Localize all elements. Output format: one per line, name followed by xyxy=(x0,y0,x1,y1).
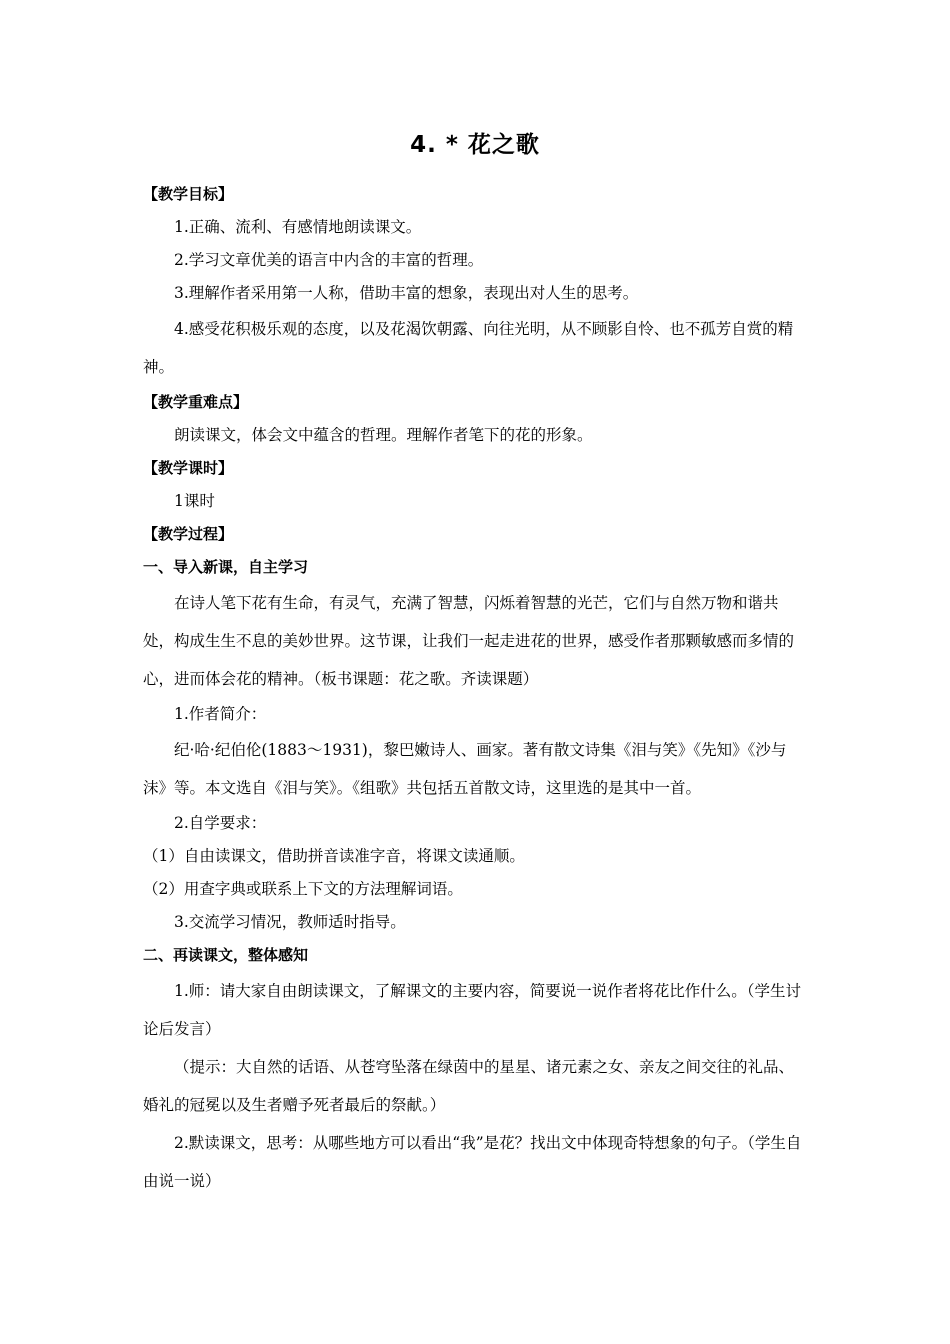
self-study-item: （2）用查字典或联系上下文的方法理解词语。 xyxy=(143,880,463,898)
objective-item: 1.正确、流利、有感情地朗读课文。 xyxy=(174,218,422,236)
part1-heading: 一、导入新课，自主学习 xyxy=(143,558,309,576)
objective-item: 4.感受花积极乐观的态度，以及花渴饮朝露、向往光明，从不顾影自怜、也不孤芳自赏的精神。 xyxy=(143,320,794,376)
part2-question-1: 1.师：请大家自由朗读课文，了解课文的主要内容，简要说一说作者将花比作什么。（学生讨论后发言） xyxy=(143,982,802,1038)
objective-item: 2.学习文章优美的语言中内含的丰富的哲理。 xyxy=(174,251,484,269)
part2-hint: （提示：大自然的话语、从苍穹坠落在绿茵中的星星、诸元素之女、亲友之间交往的礼品、婚礼的冠冕以及生者赠予死者最后的祭献。） xyxy=(143,1058,795,1114)
document-body xyxy=(143,178,809,1200)
self-study-label: 2.自学要求： xyxy=(174,814,267,832)
self-study-item: （1）自由读课文，借助拼音读准字音，将课文读通顺。 xyxy=(143,847,525,865)
objective-item: 3.理解作者采用第一人称，借助丰富的想象，表现出对人生的思考。 xyxy=(174,284,639,302)
author-label: 1.作者简介： xyxy=(174,705,267,723)
page-title: 4. * 花之歌 xyxy=(410,132,540,158)
exchange-text: 3.交流学习情况，教师适时指导。 xyxy=(174,913,406,931)
part2-heading: 二、再读课文，整体感知 xyxy=(143,946,309,964)
class-hours-text: 1课时 xyxy=(174,492,215,510)
key-points-text: 朗读课文，体会文中蕴含的哲理。理解作者笔下的花的形象。 xyxy=(174,426,593,444)
part1-intro: 在诗人笔下花有生命，有灵气，充满了智慧，闪烁着智慧的光芒，它们与自然万物和谐共处，构成生生不息的美妙世界。这节课，让我们一起走进花的世界，感受作者那颗敏感而多情的心，进而体会花的精神。（板书课题：花之歌。齐读课题） xyxy=(143,594,795,688)
class-hours-heading: 【教学课时】 xyxy=(143,459,234,477)
key-points-heading: 【教学重难点】 xyxy=(143,393,249,411)
process-heading: 【教学过程】 xyxy=(143,525,234,543)
objectives-heading: 【教学目标】 xyxy=(143,185,234,203)
part2-question-2: 2.默读课文，思考：从哪些地方可以看出“我”是花？找出文中体现奇特想象的句子。（学生自由说一说） xyxy=(143,1134,802,1190)
author-text: 纪·哈·纪伯伦(1883～1931)，黎巴嫩诗人、画家。著有散文诗集《泪与笑》《先知》《沙与沫》等。本文选自《泪与笑》。《组歌》共包括五首散文诗，这里选的是其中一首。 xyxy=(143,741,787,797)
